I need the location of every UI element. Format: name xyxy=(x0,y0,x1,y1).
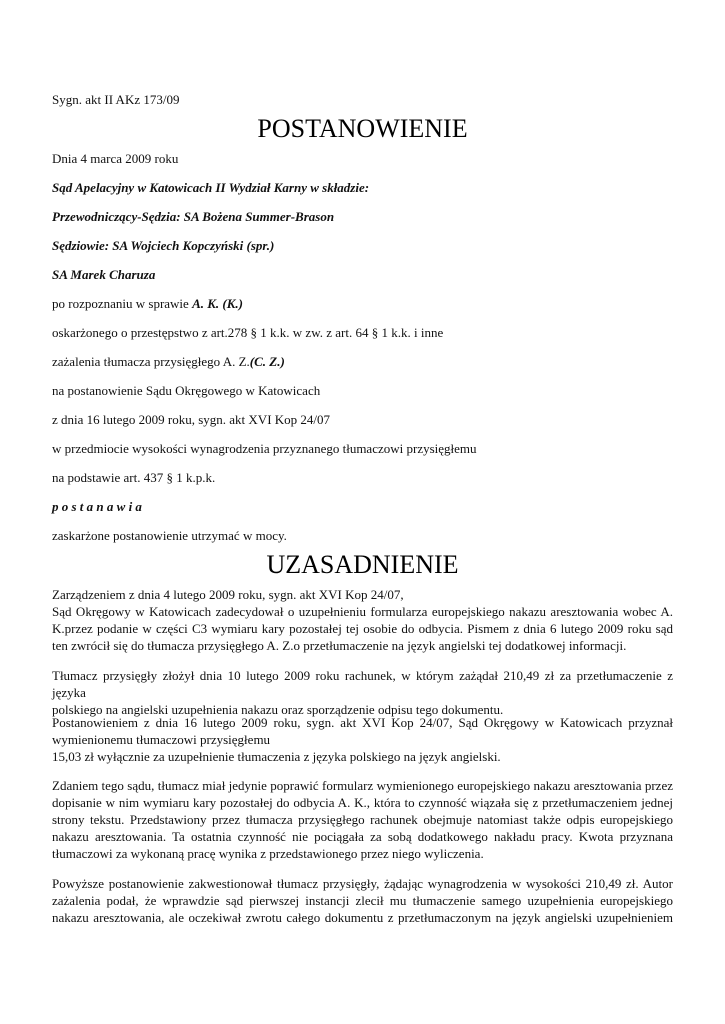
complaint-name: (C. Z.) xyxy=(249,354,285,369)
accused-line: oskarżonego o przestępstwo z art.278 § 1 k.k. w zw. z art. 64 § 1 k.k. i inne xyxy=(52,325,444,340)
justification-paragraph-3 xyxy=(52,714,673,765)
decision-date-line: z dnia 16 lutego 2009 roku, sygn. akt XVI Kop 24/07 xyxy=(52,412,331,427)
justification-paragraph-2 xyxy=(52,667,673,718)
resolves-line: p o s t a n a w i a xyxy=(52,499,142,514)
paragraph-line: Zarządzeniem z dnia 4 lutego 2009 roku, sygn. akt XVI Kop 24/07, xyxy=(52,587,404,602)
paragraph-line: dopisanie w nim wymiaru kary pozostałej do odbycia A. K., która to czynność wiązała się z przetłumaczeniem jednej xyxy=(52,795,673,810)
legal-basis-line: na podstawie art. 437 § 1 k.p.k. xyxy=(52,470,216,485)
paragraph-line: wymienionemu tłumaczowi przysięgłemu xyxy=(52,732,271,747)
paragraph-line: Tłumacz przysięgły złożył dnia 10 lutego 2009 roku rachunek, w którym zażądał 210,49 zł za przetłumaczenie z języka xyxy=(52,668,673,700)
paragraph-line: Sąd Okręgowy w Katowicach zadecydował o uzupełnieniu formularza europejskiego nakazu aresztowania wobec A. xyxy=(52,604,673,619)
court-panel-heading: Sąd Apelacyjny w Katowicach II Wydział Karny w składzie: xyxy=(52,180,370,195)
presiding-judge: Przewodniczący-Sędzia: SA Bożena Summer-Brason xyxy=(52,209,335,224)
paragraph-line: K.przez podanie w części C3 wymiaru kary pozostałej tej osobie do odbycia. Pismem z dnia 6 lutego 2009 roku sąd xyxy=(52,621,673,636)
decision-of-line: na postanowienie Sądu Okręgowego w Katowicach xyxy=(52,383,321,398)
document-date: Dnia 4 marca 2009 roku xyxy=(52,151,179,166)
considered-prefix: po rozpoznaniu w sprawie xyxy=(52,296,193,311)
justification-paragraph-5 xyxy=(52,875,673,926)
paragraph-line: 15,03 zł wyłącznie za uzupełnienie tłumaczenia z języka polskiego na język angielski. xyxy=(52,749,501,764)
justification-paragraph-1 xyxy=(52,586,673,654)
case-number: Sygn. akt II AKz 173/09 xyxy=(52,92,180,107)
paragraph-line: zażalenia podał, że wprawdzie sąd pierwszej instancji zlecił mu tłumaczenie samego uzupełnienia europejskiego xyxy=(52,893,673,908)
considered-case xyxy=(52,296,243,312)
justification-title: UZASADNIENIE xyxy=(266,550,459,579)
paragraph-line: Powyższe postanowienie zakwestionował tłumacz przysięgły, żądając wynagrodzenia w wysokości 210,49 zł. Autor xyxy=(52,876,673,891)
judges-line: Sędziowie: SA Wojciech Kopczyński (spr.) xyxy=(52,238,275,253)
subject-line: w przedmiocie wysokości wynagrodzenia przyznanego tłumaczowi przysięgłemu xyxy=(52,441,477,456)
complaint-prefix: zażalenia tłumacza przysięgłego A. Z. xyxy=(52,354,250,369)
ruling-line: zaskarżone postanowienie utrzymać w mocy. xyxy=(52,528,287,543)
judge-second: SA Marek Charuza xyxy=(52,267,156,282)
paragraph-line: Zdaniem tego sądu, tłumacz miał jedynie poprawić formularz wymienionego europejskiego nakazu aresztowania przez xyxy=(52,778,673,793)
paragraph-line: nakazu aresztowania. Ta ostatnia czynność nie pociągała za sobą dodatkowego nakładu pracy. Kwota przyznana xyxy=(52,829,673,844)
paragraph-line: polskiego na angielski uzupełnienia nakazu oraz sporządzenie odpisu tego dokumentu. xyxy=(52,702,504,717)
paragraph-line: nakazu aresztowania, ale oczekiwał zwrotu całego dokumentu z przetłumaczonym na język angielski uzupełnieniem xyxy=(52,910,673,925)
document-title: POSTANOWIENIE xyxy=(257,114,468,143)
paragraph-line: strony tekstu. Przedstawiony przez tłumacza przysięgłego rachunek obejmuje natomiast także odpis europejskiego xyxy=(52,812,673,827)
document-page xyxy=(52,0,673,1024)
paragraph-line: ten zwrócił się do tłumacza przysięgłego A. Z.o przetłumaczenie na język angielski tej dodatkowej informacji. xyxy=(52,638,627,653)
paragraph-line: tłumaczowi za wykonaną pracę wynika z przedstawionego przez niego wyliczenia. xyxy=(52,846,484,861)
complaint-line xyxy=(52,354,285,370)
considered-name: A. K. (K.) xyxy=(192,296,243,311)
paragraph-line: Postanowieniem z dnia 16 lutego 2009 roku, sygn. akt XVI Kop 24/07, Sąd Okręgowy w Katowicach przyznał xyxy=(52,715,673,730)
justification-paragraph-4 xyxy=(52,777,673,862)
